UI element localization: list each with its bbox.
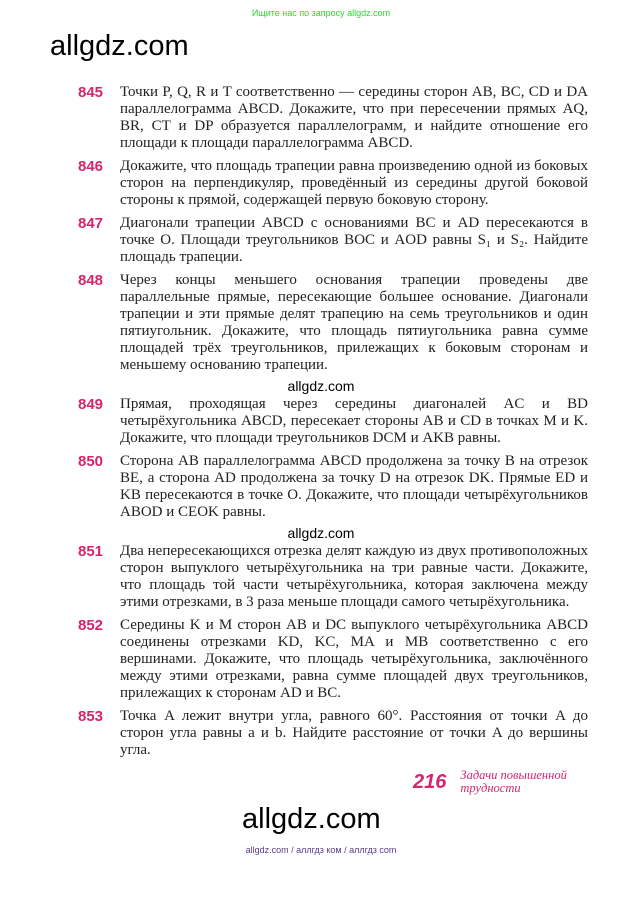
problem-850	[78, 453, 588, 521]
problem-number: 852	[78, 617, 104, 634]
page-footer	[413, 769, 642, 795]
problem-number: 850	[78, 453, 104, 470]
problem-text: Точка A лежит внутри угла, равного 60°. Расстояния от точки A до сторон угла равны a и b. Найдите расстояние от точки A до вершины угла.	[120, 708, 588, 758]
problem-number: 847	[78, 215, 104, 232]
problem-845	[78, 84, 588, 152]
inline-watermark: allgdz.com	[287, 525, 355, 541]
problem-848	[78, 272, 588, 374]
bottom-watermark: allgdz.com / аллгдз ком / аллгдз com	[245, 845, 397, 855]
page-number: 216	[413, 770, 447, 793]
problem-text: Через концы меньшего основания трапеции проведены две параллельные прямые, пересекающие большее основание. Диагонали трапеции и эти прямые делят трапецию на семь треугольников и один пятиугольник. Докажите, что площадь пятиугольника равна сумме площадей трёх треугольников, прилежащих к боковым сторонам и меньшему основанию трапеции.	[120, 272, 588, 373]
problem-text: Диагонали трапеции ABCD с основаниями BC и AD пересекаются в точке O. Площади треугольников BOC и AOD равны S₁ и S₂. Найдите площадь трапеции.	[120, 215, 588, 265]
problem-text: Сторона AB параллелограмма ABCD продолжена за точку B на отрезок BE, а сторона AD продолжена за точку D на отрезок DK. Прямые ED и KB пересекаются в точке O. Докажите, что площади четырёхугольников ABOD и CEOK равны.	[120, 453, 588, 520]
problem-number: 849	[78, 396, 104, 413]
logo-watermark-bottom: allgdz.com	[242, 803, 381, 835]
problem-number: 853	[78, 708, 104, 725]
problem-text: Середины K и M сторон AB и DC выпуклого четырёхугольника ABCD соединены отрезками KD, KC, MA и MB соответственно с его вершинами. Докажите, что площадь четырёхугольника, заключённого между этими отрезками, равна сумме площадей двух треугольников, прилежащих к сторонам AD и BC.	[120, 617, 588, 701]
problem-number: 848	[78, 272, 104, 289]
problem-847	[78, 215, 588, 266]
problem-853	[78, 708, 588, 759]
problem-number: 845	[78, 84, 104, 101]
problem-number: 846	[78, 158, 104, 175]
problem-851	[78, 543, 588, 611]
problem-text: Точки P, Q, R и T соответственно — середины сторон AB, BC, CD и DA параллелограмма ABCD. Докажите, что при пересечении прямых AQ, BR, CT и DP образуется параллелограмм, и найдите отношение его площади к площади параллелограмма ABCD.	[120, 84, 588, 151]
section-title: Задачи повышенной трудности	[460, 768, 567, 795]
top-watermark: Ищите нас по запросу allgdz.com	[251, 8, 391, 18]
logo-watermark: allgdz.com	[50, 30, 189, 62]
problem-text: Докажите, что площадь трапеции равна произведению одной из боковых сторон на перпендикуляр, проведённый из середины другой боковой стороны к прямой, содержащей первую боковую сторону.	[120, 158, 588, 208]
problem-849	[78, 396, 588, 447]
problem-text: Прямая, проходящая через середины диагоналей AC и BD четырёхугольника ABCD, пересекает стороны AB и CD в точках M и K. Докажите, что площади треугольников DCM и AKB равны.	[120, 396, 588, 446]
problem-846	[78, 158, 588, 209]
problem-852	[78, 617, 588, 702]
problem-text: Два непересекающихся отрезка делят каждую из двух противоположных сторон выпуклого четырёхугольника на три равные части. Докажите, что площадь той части четырёхугольника, которая заключена между этими отрезками, в 3 раза меньше площади самого четырёхугольника.	[120, 543, 588, 610]
problem-number: 851	[78, 543, 104, 560]
inline-watermark: allgdz.com	[287, 378, 355, 394]
